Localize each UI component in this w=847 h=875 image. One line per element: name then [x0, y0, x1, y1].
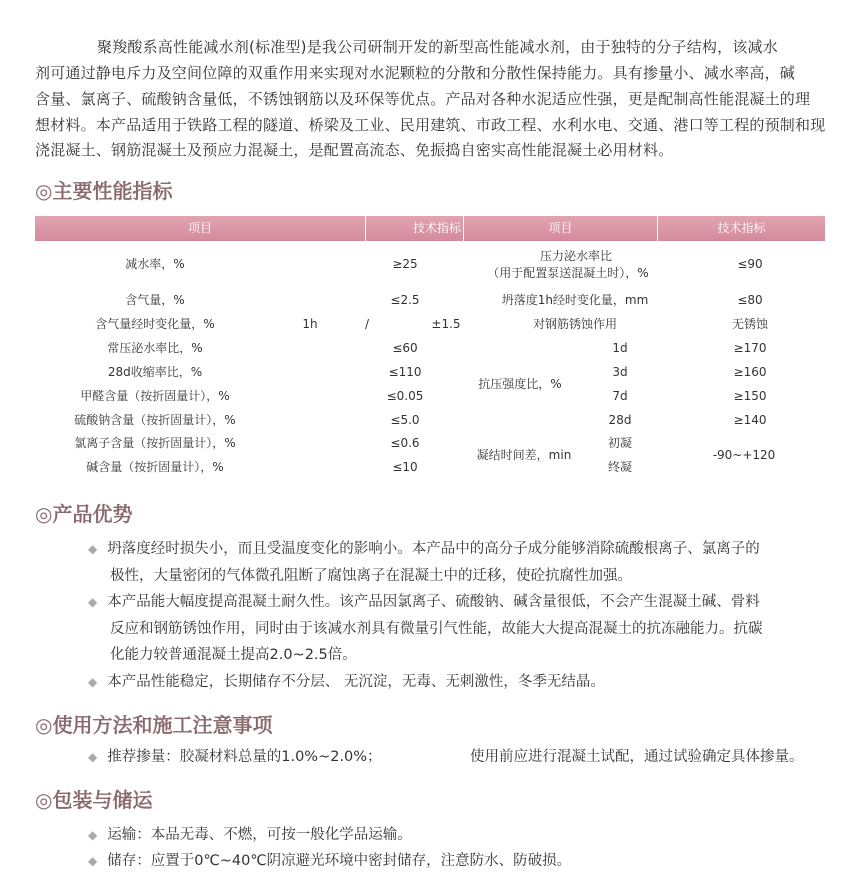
- cell-value: ≤2.5: [390, 293, 420, 307]
- table-header: 项目: [464, 216, 657, 241]
- table-header: 项目: [35, 216, 365, 241]
- cell-value: ±1.5: [431, 317, 461, 331]
- cell-item: 氯离子含量（按折固量计），%: [74, 436, 236, 450]
- cell-value: ≤5.0: [390, 413, 420, 427]
- cell-value: ≤90: [737, 257, 763, 271]
- cell-sub: 7d: [612, 389, 628, 403]
- cell-item: 压力泌水率比: [539, 249, 613, 263]
- intro-line: 含量、氯离子、硫酸钠含量低，不锈蚀钢筋以及环保等优点。产品对各种水泥适应性强，更是配制高性能混凝土的理: [35, 90, 811, 108]
- cell-value: ≥150: [733, 389, 767, 403]
- cell-item: 减水率，%: [125, 257, 185, 271]
- cell-value: ≥140: [733, 413, 767, 427]
- cell-item: 28d收缩率比，%: [107, 365, 203, 379]
- cell-value: ≤110: [388, 365, 422, 379]
- list-item: ◆ 本产品能大幅度提高混凝土耐久性。该产品因氯离子、硫酸钠、碱含量很低，不会产生混凝土碱、骨料: [88, 594, 760, 610]
- list-item: ◆ 运输：本品无毒、不燃，可按一般化学品运输。: [88, 827, 412, 843]
- usage-note: 使用前应进行混凝土试配，通过试验确定具体掺量。: [470, 749, 804, 765]
- section-heading-advantages: ◎产品优势: [35, 502, 133, 526]
- cell-item: 甲醛含量（按折固量计），%: [80, 389, 230, 403]
- intro-line: 剂可通过静电斥力及空间位障的双重作用来实现对水泥颗粒的分散和分散性保持能力。具有掺量小、减水率高，碱: [35, 64, 796, 82]
- diamond-bullet-icon: ◆: [88, 675, 98, 689]
- cell-value: ≤0.6: [390, 436, 420, 450]
- cell-value: ≤60: [392, 341, 418, 355]
- cell-sub: 终凝: [607, 460, 633, 474]
- cell-sub: 1d: [612, 341, 628, 355]
- cell-value: ≥160: [733, 365, 767, 379]
- cell-item: 含气量经时变化量，%: [95, 317, 215, 331]
- cell-value: ≤0.05: [386, 389, 424, 403]
- cell-value: -90~+120: [712, 448, 776, 462]
- cell-item: （用于配置泵送混凝土时），%: [487, 266, 649, 280]
- diamond-bullet-icon: ◆: [88, 750, 98, 764]
- list-item: ◆ 推荐掺量：胶凝材料总量的1.0%~2.0%；: [88, 749, 382, 765]
- list-item-continued: 化能力较普通混凝土提高2.0~2.5倍。: [110, 647, 357, 663]
- cell-value: ≤10: [392, 460, 418, 474]
- cell-sub: 3d: [612, 365, 628, 379]
- cell-item: 含气量，%: [125, 293, 185, 307]
- cell-slash: /: [364, 317, 370, 331]
- cell-value: ≥25: [392, 257, 418, 271]
- diamond-bullet-icon: ◆: [88, 828, 98, 842]
- cell-sub: 初凝: [607, 436, 633, 450]
- list-item-continued: 极性，大量密闭的气体微孔阻断了腐蚀离子在混凝土中的迁移，使砼抗腐性加强。: [110, 568, 632, 584]
- section-heading-specs: ◎主要性能指标: [35, 179, 173, 203]
- cell-item: 凝结时间差，min: [476, 448, 572, 462]
- cell-item: 抗压强度比，%: [478, 377, 562, 391]
- intro-line: 聚羧酸系高性能减水剂(标准型)是我公司研制开发的新型高性能减水剂，由于独特的分子结构，该减水: [97, 38, 778, 56]
- cell-item: 硫酸钠含量（按折固量计），%: [74, 413, 236, 427]
- cell-item: 碱含量（按折固量计），%: [86, 460, 224, 474]
- cell-value: 无锈蚀: [731, 317, 769, 331]
- section-heading-packing: ◎包装与储运: [35, 788, 153, 812]
- cell-item: 常压泌水率比，%: [107, 341, 203, 355]
- table-header: 技术指标: [366, 216, 463, 241]
- cell-sub: 28d: [608, 413, 632, 427]
- list-item-continued: 反应和钢筋锈蚀作用，同时由于该减水剂具有微量引气性能，故能大大提高混凝土的抗冻融能力。抗碳: [110, 621, 763, 637]
- cell-value: ≥170: [733, 341, 767, 355]
- table-header: 技术指标: [658, 216, 825, 241]
- cell-sub: 1h: [302, 317, 318, 331]
- intro-line: 浇混凝土、钢筋混凝土及预应力混凝土，是配置高流态、免振捣自密实高性能混凝土必用材料。: [35, 141, 674, 159]
- diamond-bullet-icon: ◆: [88, 854, 98, 868]
- cell-value: ≤80: [737, 293, 763, 307]
- diamond-bullet-icon: ◆: [88, 542, 98, 556]
- section-heading-usage: ◎使用方法和施工注意事项: [35, 713, 273, 737]
- cell-item: 对钢筋锈蚀作用: [532, 317, 618, 331]
- list-item: ◆ 储存：应置于0℃~40℃阴凉避光环境中密封储存，注意防水、防破损。: [88, 853, 572, 869]
- cell-item: 坍落度1h经时变化量，mm: [501, 293, 649, 307]
- list-item: ◆ 本产品性能稳定，长期储存不分层、 无沉淀，无毒、无刺激性，冬季无结晶。: [88, 674, 605, 690]
- diamond-bullet-icon: ◆: [88, 595, 98, 609]
- intro-line: 想材料。本产品适用于铁路工程的隧道、桥梁及工业、民用建筑、市政工程、水利水电、交通、港口等工程的预制和现: [35, 116, 826, 134]
- list-item: ◆ 坍落度经时损失小，而且受温度变化的影响小。本产品中的高分子成分能够消除硫酸根离子、氯离子的: [88, 541, 760, 557]
